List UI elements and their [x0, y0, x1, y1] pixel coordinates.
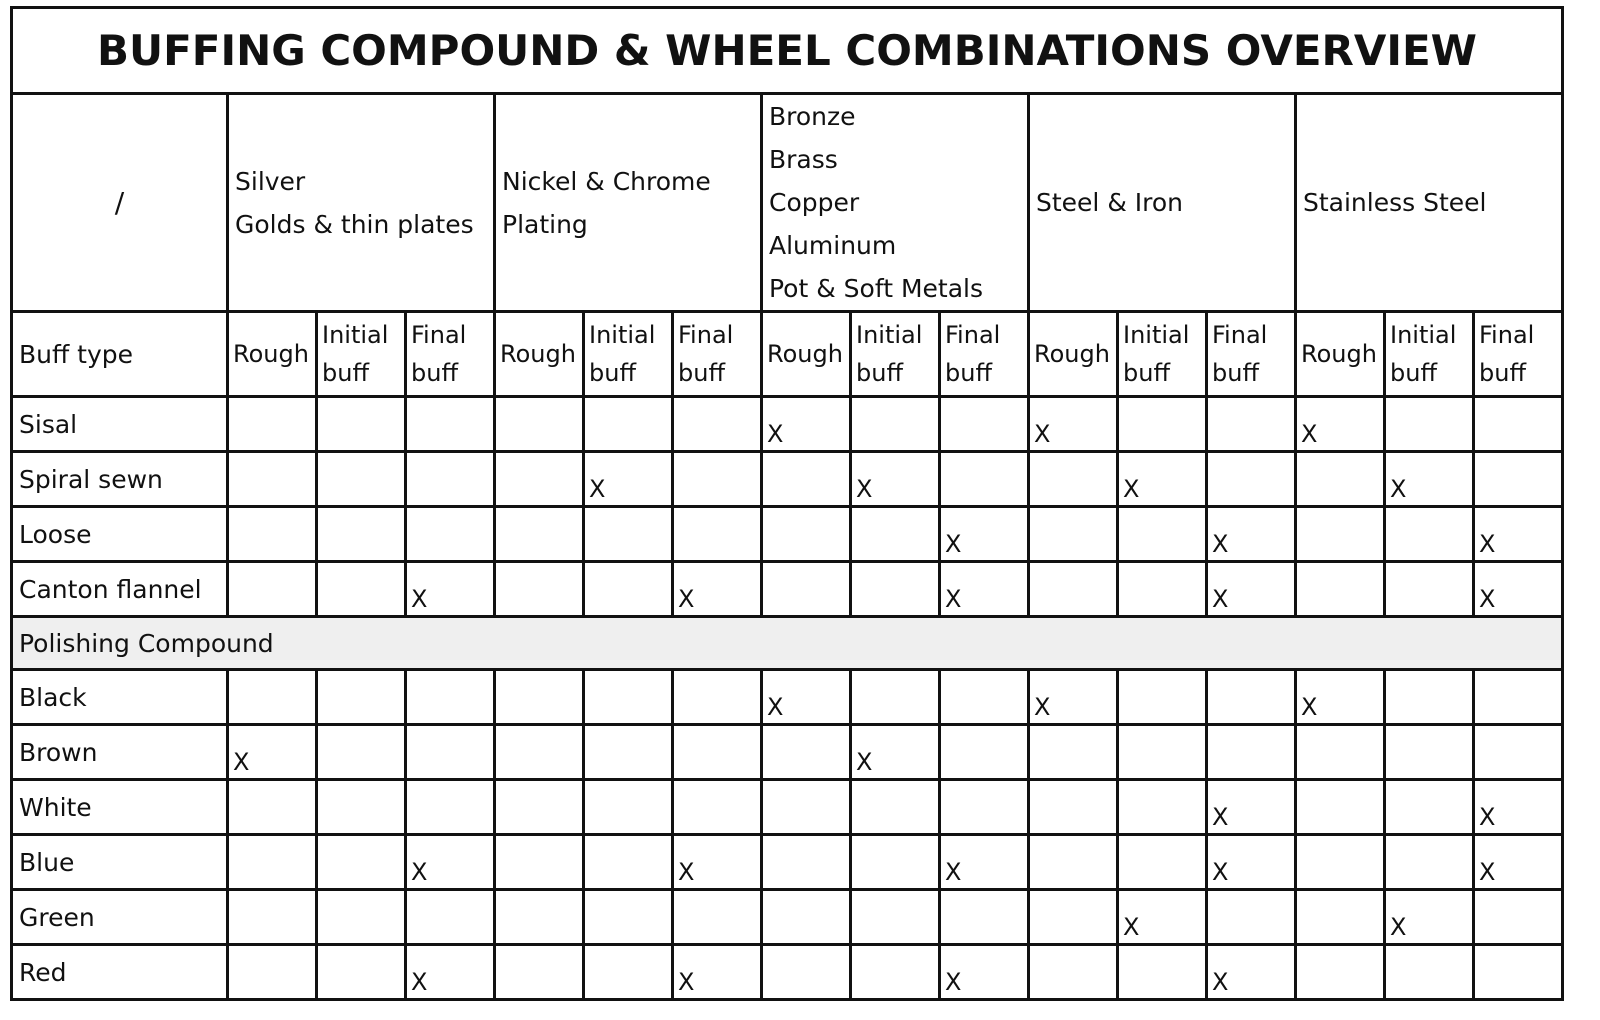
- table-cell: X: [406, 562, 495, 617]
- table-cell: [317, 945, 406, 1000]
- table-cell: [851, 670, 940, 725]
- table-cell: [317, 670, 406, 725]
- table-cell: [1474, 945, 1563, 1000]
- table-cell: [317, 725, 406, 780]
- table-row: [12, 780, 1563, 835]
- corner-cell: /: [12, 94, 228, 312]
- table-cell: [1029, 507, 1118, 562]
- table-cell: [584, 670, 673, 725]
- table-cell: [1118, 780, 1207, 835]
- table-cell: [406, 507, 495, 562]
- row-label: Loose: [12, 507, 228, 562]
- row-label: Green: [12, 890, 228, 945]
- buff-stage-line: buff: [411, 359, 458, 387]
- table-cell: [1296, 835, 1385, 890]
- table-cell: [495, 452, 584, 507]
- buff-stage-line: buff: [945, 359, 992, 387]
- buff-stage-line: buff: [1212, 359, 1259, 387]
- row-label: Sisal: [12, 397, 228, 452]
- table-cell: [584, 835, 673, 890]
- table-cell: [673, 780, 762, 835]
- table-cell: [940, 725, 1029, 780]
- table-cell: [940, 397, 1029, 452]
- buff-stage-header: [1029, 312, 1118, 397]
- table-cell: [406, 890, 495, 945]
- table-cell: X: [1207, 507, 1296, 562]
- table-cell: X: [228, 725, 317, 780]
- table-cell: [762, 890, 851, 945]
- table-cell: [228, 945, 317, 1000]
- table-cell: [851, 945, 940, 1000]
- table-cell: [1118, 562, 1207, 617]
- row-label: White: [12, 780, 228, 835]
- table-cell: [584, 945, 673, 1000]
- table-cell: [228, 670, 317, 725]
- metal-group-line: Bronze: [769, 102, 856, 131]
- row-label: Black: [12, 670, 228, 725]
- table-cell: [406, 670, 495, 725]
- table-cell: [495, 890, 584, 945]
- table-cell: [762, 507, 851, 562]
- table-cell: [1474, 452, 1563, 507]
- table-cell: [1474, 670, 1563, 725]
- metal-group-header: [495, 94, 762, 312]
- table-cell: [495, 562, 584, 617]
- table-cell: X: [406, 835, 495, 890]
- buff-stage-line: Initial: [1123, 321, 1190, 349]
- buff-stage-header: [851, 312, 940, 397]
- table-row: [12, 507, 1563, 562]
- buff-stage-line: buff: [1123, 359, 1170, 387]
- table-cell: [495, 945, 584, 1000]
- buff-stage-line: Rough: [767, 340, 843, 368]
- table-cell: [1118, 945, 1207, 1000]
- table-cell: [1029, 452, 1118, 507]
- table-row: [12, 670, 1563, 725]
- table-cell: X: [1207, 945, 1296, 1000]
- table-cell: X: [1296, 397, 1385, 452]
- table-cell: [317, 397, 406, 452]
- table-cell: [1029, 890, 1118, 945]
- table-cell: [762, 945, 851, 1000]
- table-cell: [584, 507, 673, 562]
- table-cell: [228, 452, 317, 507]
- buff-stage-header: [1474, 312, 1563, 397]
- table-cell: X: [1385, 890, 1474, 945]
- buff-stage-row: [12, 312, 1563, 397]
- buff-stage-header: [1118, 312, 1207, 397]
- section-row: [12, 617, 1563, 670]
- table-cell: [673, 890, 762, 945]
- table-cell: [1296, 507, 1385, 562]
- table-cell: [1474, 397, 1563, 452]
- buff-stage-header: [406, 312, 495, 397]
- buff-stage-line: Initial: [589, 321, 656, 349]
- table-cell: X: [940, 507, 1029, 562]
- table-cell: [851, 780, 940, 835]
- row-label: Brown: [12, 725, 228, 780]
- table-cell: X: [1029, 670, 1118, 725]
- table-cell: X: [1029, 397, 1118, 452]
- table-cell: [673, 725, 762, 780]
- table-cell: [1207, 725, 1296, 780]
- table-row: [12, 562, 1563, 617]
- table-cell: [1029, 780, 1118, 835]
- table-cell: [1118, 397, 1207, 452]
- table-cell: [1385, 562, 1474, 617]
- table-cell: X: [940, 945, 1029, 1000]
- table-cell: [673, 507, 762, 562]
- table-cell: [317, 835, 406, 890]
- table-cell: [762, 562, 851, 617]
- table-row: [12, 835, 1563, 890]
- table-cell: [1385, 945, 1474, 1000]
- table-cell: X: [406, 945, 495, 1000]
- table-cell: [1296, 890, 1385, 945]
- buff-stage-header: [495, 312, 584, 397]
- table-cell: X: [1207, 780, 1296, 835]
- compound-wheel-table: [10, 6, 1564, 1001]
- table-cell: [584, 562, 673, 617]
- buff-stage-line: buff: [678, 359, 725, 387]
- table-cell: [851, 507, 940, 562]
- table-cell: X: [1474, 835, 1563, 890]
- table-cell: [851, 835, 940, 890]
- table-cell: [673, 452, 762, 507]
- metal-group-header: [1296, 94, 1563, 312]
- table-cell: X: [1474, 562, 1563, 617]
- table-cell: [495, 397, 584, 452]
- table-cell: [762, 452, 851, 507]
- table-cell: [495, 835, 584, 890]
- table-cell: [406, 780, 495, 835]
- row-label: Blue: [12, 835, 228, 890]
- buff-stage-header: [228, 312, 317, 397]
- metal-group-line: Pot & Soft Metals: [769, 274, 983, 303]
- table-cell: [406, 397, 495, 452]
- table-cell: [673, 670, 762, 725]
- table-cell: [851, 890, 940, 945]
- metal-group-line: Nickel & Chrome: [502, 166, 711, 196]
- buff-stage-line: Final: [1479, 321, 1535, 349]
- metal-group-line: Brass: [769, 145, 838, 174]
- row-label: Spiral sewn: [12, 452, 228, 507]
- metal-group-line: Plating: [502, 209, 588, 239]
- buff-stage-line: Final: [945, 321, 1001, 349]
- buff-stage-header: [1207, 312, 1296, 397]
- table-cell: X: [673, 835, 762, 890]
- metal-group-line: Stainless Steel: [1303, 188, 1487, 217]
- table-cell: [406, 725, 495, 780]
- metal-group-header: [228, 94, 495, 312]
- table-cell: [851, 397, 940, 452]
- table-cell: [317, 890, 406, 945]
- table-cell: X: [1118, 452, 1207, 507]
- table-row: [12, 945, 1563, 1000]
- table-cell: [1207, 452, 1296, 507]
- table-cell: [1118, 670, 1207, 725]
- table-cell: [762, 780, 851, 835]
- table-cell: X: [673, 945, 762, 1000]
- table-cell: [1296, 780, 1385, 835]
- table-cell: [1385, 670, 1474, 725]
- table-cell: X: [1296, 670, 1385, 725]
- buff-stage-line: buff: [589, 359, 636, 387]
- title-row: [12, 8, 1563, 94]
- table-cell: [495, 507, 584, 562]
- table-cell: [1029, 562, 1118, 617]
- table-cell: [1207, 890, 1296, 945]
- buff-stage-line: Final: [1212, 321, 1268, 349]
- table-cell: X: [1207, 562, 1296, 617]
- table-cell: [1385, 397, 1474, 452]
- metal-group-row: [12, 94, 1563, 312]
- table-cell: [1118, 507, 1207, 562]
- metal-group-line: Golds & thin plates: [235, 209, 474, 239]
- table-cell: X: [673, 562, 762, 617]
- table-cell: X: [1118, 890, 1207, 945]
- table-cell: [1474, 725, 1563, 780]
- table-cell: [1296, 725, 1385, 780]
- table-cell: [228, 507, 317, 562]
- table-cell: [673, 397, 762, 452]
- table-cell: [940, 452, 1029, 507]
- table-cell: X: [1474, 507, 1563, 562]
- table-row: [12, 452, 1563, 507]
- buff-stage-header: [762, 312, 851, 397]
- table-cell: [584, 397, 673, 452]
- buff-type-header: Buff type: [12, 312, 228, 397]
- table-cell: [1296, 562, 1385, 617]
- row-label: Canton flannel: [12, 562, 228, 617]
- buff-stage-line: Rough: [1301, 340, 1377, 368]
- buff-stage-line: Initial: [322, 321, 389, 349]
- table-cell: [1385, 835, 1474, 890]
- metal-group-line: Copper: [769, 188, 860, 217]
- table-cell: [762, 835, 851, 890]
- table-cell: [1029, 945, 1118, 1000]
- metal-group-line: Silver: [235, 166, 306, 196]
- buff-stage-header: [1296, 312, 1385, 397]
- table-cell: [1118, 725, 1207, 780]
- table-cell: [1385, 725, 1474, 780]
- buff-stage-header: [673, 312, 762, 397]
- buff-stage-line: buff: [1479, 359, 1526, 387]
- buff-stage-header: [940, 312, 1029, 397]
- table-cell: [228, 780, 317, 835]
- table-cell: [940, 780, 1029, 835]
- metal-group-header: [1029, 94, 1296, 312]
- table-cell: [495, 670, 584, 725]
- table-cell: [495, 780, 584, 835]
- table-row: [12, 397, 1563, 452]
- buff-stage-line: Rough: [500, 340, 576, 368]
- table-cell: [584, 725, 673, 780]
- table-cell: [940, 670, 1029, 725]
- table-cell: [406, 452, 495, 507]
- table-cell: [228, 890, 317, 945]
- table-cell: [1385, 507, 1474, 562]
- buff-stage-line: Final: [411, 321, 467, 349]
- buff-stage-line: Rough: [1034, 340, 1110, 368]
- table-row: [12, 725, 1563, 780]
- metal-group-header: [762, 94, 1029, 312]
- table-cell: X: [851, 725, 940, 780]
- table-cell: X: [762, 397, 851, 452]
- table-cell: [1029, 725, 1118, 780]
- table-cell: [317, 562, 406, 617]
- table-cell: X: [851, 452, 940, 507]
- table-cell: [1385, 780, 1474, 835]
- row-label: Red: [12, 945, 228, 1000]
- buff-stage-line: buff: [322, 359, 369, 387]
- buff-stage-line: buff: [856, 359, 903, 387]
- table-cell: [495, 725, 584, 780]
- buff-stage-header: [1385, 312, 1474, 397]
- table-row: [12, 890, 1563, 945]
- buff-stage-line: Rough: [233, 340, 309, 368]
- table-cell: X: [1207, 835, 1296, 890]
- table-cell: [228, 397, 317, 452]
- table-cell: [584, 890, 673, 945]
- table-cell: [1296, 452, 1385, 507]
- table-cell: [317, 452, 406, 507]
- section-label: Polishing Compound: [12, 617, 1563, 670]
- table-cell: [1474, 890, 1563, 945]
- table-cell: [228, 562, 317, 617]
- table-cell: [317, 507, 406, 562]
- table-cell: X: [762, 670, 851, 725]
- table-cell: [1207, 397, 1296, 452]
- table-cell: [762, 725, 851, 780]
- buff-stage-header: [317, 312, 406, 397]
- table-cell: X: [940, 835, 1029, 890]
- metal-group-line: Steel & Iron: [1036, 188, 1184, 217]
- table-cell: [317, 780, 406, 835]
- metal-group-line: Aluminum: [769, 231, 897, 260]
- table-title: BUFFING COMPOUND & WHEEL COMBINATIONS OVERVIEW: [12, 8, 1563, 94]
- buff-stage-line: Initial: [856, 321, 923, 349]
- buff-stage-line: Final: [678, 321, 734, 349]
- buff-stage-line: Initial: [1390, 321, 1457, 349]
- table-cell: [1029, 835, 1118, 890]
- table-cell: X: [940, 562, 1029, 617]
- table-cell: [1118, 835, 1207, 890]
- table-cell: [1207, 670, 1296, 725]
- table-cell: [584, 780, 673, 835]
- table-cell: [228, 835, 317, 890]
- table-cell: X: [1474, 780, 1563, 835]
- table-cell: X: [1385, 452, 1474, 507]
- table-cell: [1296, 945, 1385, 1000]
- table-cell: X: [584, 452, 673, 507]
- table-cell: [851, 562, 940, 617]
- buff-stage-line: buff: [1390, 359, 1437, 387]
- table-cell: [940, 890, 1029, 945]
- buff-stage-header: [584, 312, 673, 397]
